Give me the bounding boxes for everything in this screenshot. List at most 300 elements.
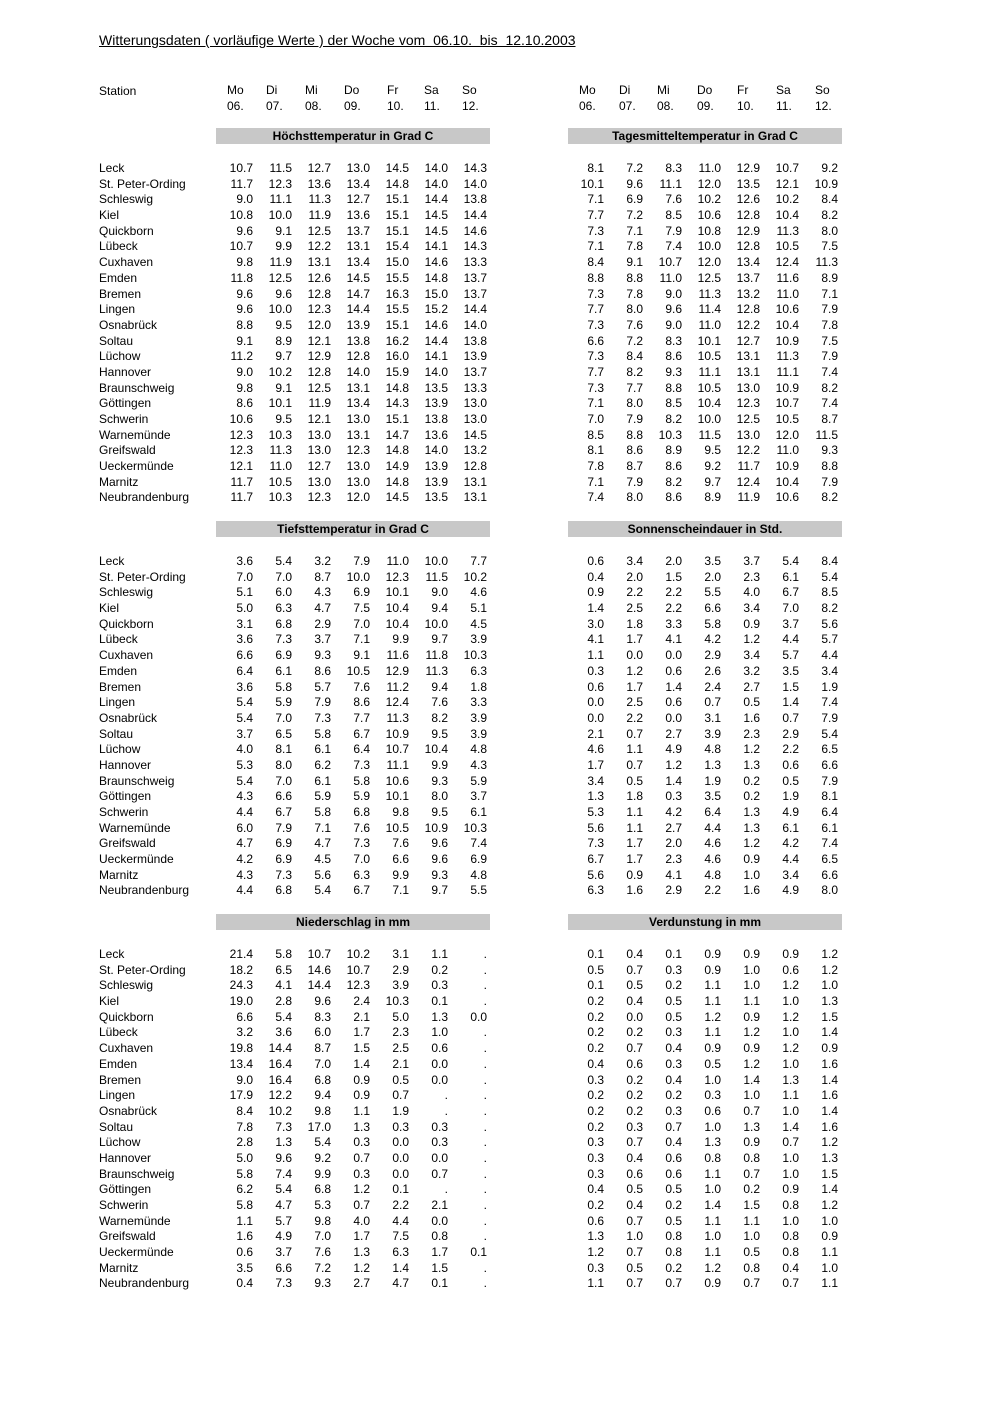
value-cell: 5.4 xyxy=(821,726,838,741)
value-cell: 12.6 xyxy=(736,192,760,207)
station-name: Bremen xyxy=(99,679,142,694)
value-cell: 2.7 xyxy=(353,1276,370,1291)
value-cell: 0.6 xyxy=(782,962,799,977)
value-cell: 4.8 xyxy=(470,867,487,882)
value-cell: 14.0 xyxy=(424,443,448,458)
value-cell: 11.1 xyxy=(776,364,799,379)
value-cell: 10.9 xyxy=(775,459,799,474)
value-cell: . xyxy=(444,1182,448,1197)
value-cell: 0.3 xyxy=(587,1166,604,1181)
value-cell: 12.3 xyxy=(229,427,253,442)
value-cell: 6.9 xyxy=(353,585,370,600)
section-band-tiefst: Tiefsttemperatur in Grad C xyxy=(216,521,490,537)
value-cell: 9.8 xyxy=(314,1213,331,1228)
station-name: Schleswig xyxy=(99,978,154,993)
value-cell: 1.6 xyxy=(821,1056,838,1071)
value-cell: 5.6 xyxy=(587,867,604,882)
value-cell: 5.7 xyxy=(275,1213,292,1228)
value-cell: . xyxy=(444,1088,448,1103)
station-name: Leck xyxy=(99,554,125,568)
value-cell: 0.7 xyxy=(392,1088,409,1103)
value-cell: 15.5 xyxy=(385,302,409,317)
station-name: Greifswald xyxy=(99,1229,156,1244)
value-cell: 5.7 xyxy=(314,679,331,694)
value-cell: 7.4 xyxy=(821,836,838,851)
value-cell: 1.2 xyxy=(665,757,682,772)
value-cell: 10.0 xyxy=(697,412,721,426)
value-cell: 12.8 xyxy=(736,239,760,254)
value-cell: 0.2 xyxy=(665,1198,682,1212)
value-cell: 6.3 xyxy=(275,601,292,616)
value-cell: 3.6 xyxy=(236,679,253,694)
value-cell: 13.0 xyxy=(346,161,370,175)
value-cell: 13.4 xyxy=(346,176,370,191)
value-cell: 7.9 xyxy=(275,820,292,835)
value-cell: 15.4 xyxy=(385,239,409,254)
value-cell: 0.9 xyxy=(782,1182,799,1197)
value-cell: 0.9 xyxy=(782,947,799,961)
value-cell: 0.7 xyxy=(626,1135,643,1150)
value-cell: 8.8 xyxy=(626,427,643,442)
station-name: Hannover xyxy=(99,364,152,379)
value-cell: 9.4 xyxy=(431,679,448,694)
value-cell: 0.3 xyxy=(353,1135,370,1150)
value-cell: 10.3 xyxy=(268,427,292,442)
value-cell: 6.7 xyxy=(587,852,604,867)
value-cell: 9.3 xyxy=(821,443,838,458)
value-cell: 1.2 xyxy=(626,663,643,678)
value-cell: 0.6 xyxy=(665,1166,682,1181)
value-cell: 0.9 xyxy=(704,947,721,961)
value-cell: 1.4 xyxy=(782,1119,799,1134)
value-cell: 8.0 xyxy=(626,396,643,411)
value-cell: 12.3 xyxy=(346,978,370,993)
value-cell: 0.9 xyxy=(743,947,760,961)
value-cell: 13.4 xyxy=(346,255,370,270)
station-name: Braunschweig xyxy=(99,773,175,788)
value-cell: 13.4 xyxy=(346,396,370,411)
value-cell: 13.7 xyxy=(463,286,487,301)
value-cell: 3.9 xyxy=(470,632,487,647)
value-cell: 11.9 xyxy=(308,208,331,223)
value-cell: 8.5 xyxy=(821,585,838,600)
value-cell: 4.8 xyxy=(704,742,721,757)
value-cell: 5.6 xyxy=(314,867,331,882)
value-cell: 13.1 xyxy=(346,239,370,254)
value-cell: 6.7 xyxy=(275,805,292,819)
value-cell: 12.0 xyxy=(307,317,331,332)
value-cell: 13.0 xyxy=(346,412,370,426)
value-cell: 3.9 xyxy=(470,710,487,725)
value-cell: 10.5 xyxy=(775,412,799,426)
value-cell: 8.5 xyxy=(587,427,604,442)
value-cell: 6.6 xyxy=(275,1260,292,1275)
station-name: Emden xyxy=(99,270,138,285)
value-cell: 8.4 xyxy=(236,1103,253,1118)
value-cell: 7.1 xyxy=(353,632,370,647)
value-cell: 0.6 xyxy=(704,1103,721,1118)
value-cell: 10.0 xyxy=(424,554,448,568)
value-cell: 9.6 xyxy=(626,176,643,191)
value-cell: 13.6 xyxy=(424,427,448,442)
value-cell: 0.3 xyxy=(431,978,448,993)
value-cell: 10.4 xyxy=(697,396,721,411)
value-cell: 4.6 xyxy=(587,742,604,757)
day-header-0: Mo 06. xyxy=(227,83,244,113)
value-cell: 7.3 xyxy=(353,836,370,851)
value-cell: 0.4 xyxy=(626,1150,643,1165)
value-cell: 15.0 xyxy=(424,286,448,301)
value-cell: 8.4 xyxy=(587,255,604,270)
value-cell: 7.2 xyxy=(626,161,643,175)
value-cell: . xyxy=(483,1166,487,1181)
station-name: Soltau xyxy=(99,726,134,741)
value-cell: 8.0 xyxy=(821,883,838,898)
value-cell: 0.3 xyxy=(353,1166,370,1181)
station-name: Göttingen xyxy=(99,1182,152,1197)
value-cell: 11.0 xyxy=(659,270,682,285)
value-cell: 12.6 xyxy=(307,270,331,285)
value-cell: 1.1 xyxy=(821,1276,838,1291)
value-cell: 7.9 xyxy=(353,554,370,568)
value-cell: 9.4 xyxy=(314,1088,331,1103)
value-cell: 2.0 xyxy=(665,836,682,851)
value-cell: . xyxy=(483,947,487,961)
value-cell: 9.9 xyxy=(392,867,409,882)
value-cell: 10.7 xyxy=(307,947,331,961)
value-cell: 11.8 xyxy=(230,270,253,285)
value-cell: 10.2 xyxy=(268,364,292,379)
value-cell: 9.4 xyxy=(431,601,448,616)
value-cell: 7.7 xyxy=(470,554,487,568)
value-cell: 0.3 xyxy=(587,1135,604,1150)
value-cell: 9.5 xyxy=(275,317,292,332)
value-cell: 7.4 xyxy=(275,1166,292,1181)
value-cell: 0.4 xyxy=(665,1072,682,1087)
station-name: Marnitz xyxy=(99,867,139,882)
value-cell: 11.5 xyxy=(815,427,838,442)
value-cell: 3.5 xyxy=(704,789,721,804)
value-cell: 3.4 xyxy=(587,773,604,788)
value-cell: 0.2 xyxy=(743,1182,760,1197)
value-cell: 6.5 xyxy=(275,726,292,741)
value-cell: 7.1 xyxy=(587,192,604,207)
value-cell: 0.3 xyxy=(587,663,604,678)
value-cell: 4.4 xyxy=(704,820,721,835)
value-cell: 1.1 xyxy=(782,1088,799,1103)
value-cell: 14.6 xyxy=(307,962,331,977)
value-cell: 0.3 xyxy=(665,962,682,977)
value-cell: 6.3 xyxy=(353,867,370,882)
value-cell: 3.7 xyxy=(782,616,799,631)
value-cell: 1.1 xyxy=(704,1213,721,1228)
station-name: Kiel xyxy=(99,994,120,1009)
value-cell: 7.4 xyxy=(665,239,682,254)
value-cell: 10.7 xyxy=(775,396,799,411)
value-cell: 1.6 xyxy=(626,883,643,898)
value-cell: 14.3 xyxy=(463,239,487,254)
value-cell: . xyxy=(483,1182,487,1197)
value-cell: 7.3 xyxy=(314,710,331,725)
value-cell: 2.2 xyxy=(626,710,643,725)
day-header-6: So 12. xyxy=(815,83,832,113)
value-cell: 5.8 xyxy=(275,947,292,961)
value-cell: 8.9 xyxy=(665,443,682,458)
value-cell: 7.0 xyxy=(314,1229,331,1244)
value-cell: 0.9 xyxy=(704,1276,721,1291)
value-cell: 7.9 xyxy=(821,302,838,317)
section-band-sonne: Sonnenscheindauer in Std. xyxy=(568,521,842,537)
value-cell: 9.5 xyxy=(275,412,292,426)
value-cell: 0.6 xyxy=(665,1150,682,1165)
value-cell: 9.5 xyxy=(431,805,448,819)
value-cell: 1.7 xyxy=(626,632,643,647)
value-cell: 1.1 xyxy=(626,742,643,757)
value-cell: 10.6 xyxy=(697,208,721,223)
value-cell: 13.1 xyxy=(307,255,331,270)
value-cell: 10.6 xyxy=(229,412,253,426)
value-cell: 0.3 xyxy=(431,1119,448,1134)
value-cell: 6.6 xyxy=(704,601,721,616)
value-cell: . xyxy=(483,1150,487,1165)
value-cell: 4.4 xyxy=(821,648,838,663)
station-name: Bremen xyxy=(99,286,142,301)
value-cell: 14.8 xyxy=(385,380,409,395)
value-cell: 10.2 xyxy=(775,192,799,207)
day-header-3: Do 09. xyxy=(344,83,361,113)
value-cell: 12.1 xyxy=(307,333,331,348)
value-cell: 10.7 xyxy=(229,239,253,254)
value-cell: 11.3 xyxy=(776,223,799,238)
value-cell: . xyxy=(483,962,487,977)
value-cell: 14.5 xyxy=(463,427,487,442)
value-cell: 1.0 xyxy=(626,1229,643,1244)
value-cell: 1.4 xyxy=(821,1025,838,1040)
value-cell: 4.1 xyxy=(587,632,604,647)
station-name: Lingen xyxy=(99,695,136,710)
value-cell: 10.4 xyxy=(775,208,799,223)
value-cell: 5.4 xyxy=(275,1009,292,1024)
value-cell: 0.8 xyxy=(743,1150,760,1165)
value-cell: 8.2 xyxy=(431,710,448,725)
value-cell: 1.0 xyxy=(704,1119,721,1134)
value-cell: 5.0 xyxy=(392,1009,409,1024)
value-cell: 6.7 xyxy=(353,883,370,898)
day-header-2: Mi 08. xyxy=(305,83,322,113)
value-cell: 3.1 xyxy=(236,616,253,631)
value-cell: 6.6 xyxy=(236,1009,253,1024)
value-cell: 11.3 xyxy=(425,663,448,678)
value-cell: 0.6 xyxy=(665,695,682,710)
value-cell: 7.5 xyxy=(392,1229,409,1244)
station-name: Osnabrück xyxy=(99,710,158,725)
value-cell: 5.3 xyxy=(587,805,604,819)
value-cell: 4.8 xyxy=(704,867,721,882)
value-cell: 10.1 xyxy=(580,176,604,191)
station-name: Bremen xyxy=(99,1072,142,1087)
value-cell: 2.8 xyxy=(236,1135,253,1150)
value-cell: 0.1 xyxy=(587,947,604,961)
value-cell: 7.1 xyxy=(626,223,643,238)
value-cell: 13.9 xyxy=(346,317,370,332)
value-cell: 7.2 xyxy=(626,333,643,348)
value-cell: 6.9 xyxy=(275,852,292,867)
value-cell: 9.9 xyxy=(314,1166,331,1181)
value-cell: 0.2 xyxy=(587,1198,604,1212)
value-cell: 2.3 xyxy=(665,852,682,867)
section-band-verdunst: Verdunstung in mm xyxy=(568,914,842,930)
value-cell: 3.2 xyxy=(236,1025,253,1040)
day-header-0: Mo 06. xyxy=(579,83,596,113)
value-cell: 14.5 xyxy=(385,161,409,175)
value-cell: 0.8 xyxy=(782,1229,799,1244)
value-cell: 4.7 xyxy=(314,601,331,616)
value-cell: 7.9 xyxy=(821,349,838,364)
value-cell: 12.8 xyxy=(736,208,760,223)
value-cell: 5.0 xyxy=(236,1150,253,1165)
value-cell: 1.3 xyxy=(275,1135,292,1150)
value-cell: 5.8 xyxy=(353,773,370,788)
value-cell: 4.6 xyxy=(704,852,721,867)
value-cell: 10.3 xyxy=(268,490,292,505)
value-cell: 7.1 xyxy=(587,396,604,411)
value-cell: 11.1 xyxy=(659,176,682,191)
value-cell: 1.3 xyxy=(782,1072,799,1087)
value-cell: 10.7 xyxy=(385,742,409,757)
value-cell: 10.9 xyxy=(775,333,799,348)
station-name: Leck xyxy=(99,947,125,961)
value-cell: 12.5 xyxy=(736,412,760,426)
value-cell: 0.2 xyxy=(587,1119,604,1134)
value-cell: 0.9 xyxy=(743,1041,760,1056)
value-cell: 9.0 xyxy=(665,317,682,332)
value-cell: 8.5 xyxy=(665,208,682,223)
value-cell: 14.4 xyxy=(346,302,370,317)
value-cell: 1.5 xyxy=(353,1041,370,1056)
value-cell: 5.8 xyxy=(314,805,331,819)
value-cell: 1.7 xyxy=(353,1025,370,1040)
value-cell: 1.1 xyxy=(704,978,721,993)
value-cell: 1.6 xyxy=(743,710,760,725)
value-cell: 1.4 xyxy=(587,601,604,616)
value-cell: 0.7 xyxy=(743,1276,760,1291)
value-cell: 2.2 xyxy=(665,585,682,600)
value-cell: 13.1 xyxy=(346,427,370,442)
value-cell: 11.0 xyxy=(698,161,721,175)
value-cell: 13.6 xyxy=(307,176,331,191)
station-name: Göttingen xyxy=(99,789,152,804)
value-cell: 8.2 xyxy=(821,208,838,223)
value-cell: 0.4 xyxy=(626,947,643,961)
value-cell: 7.9 xyxy=(626,474,643,489)
value-cell: 5.9 xyxy=(275,695,292,710)
value-cell: 7.0 xyxy=(782,601,799,616)
value-cell: 14.1 xyxy=(424,239,448,254)
value-cell: 7.0 xyxy=(236,569,253,584)
value-cell: 9.0 xyxy=(665,286,682,301)
value-cell: 8.7 xyxy=(626,459,643,474)
value-cell: . xyxy=(483,1056,487,1071)
value-cell: 4.4 xyxy=(392,1213,409,1228)
value-cell: 0.3 xyxy=(587,1072,604,1087)
value-cell: . xyxy=(483,1276,487,1291)
value-cell: 6.6 xyxy=(275,789,292,804)
value-cell: 0.1 xyxy=(470,1245,487,1260)
value-cell: 3.9 xyxy=(470,726,487,741)
value-cell: 0.0 xyxy=(626,648,643,663)
value-cell: 0.3 xyxy=(626,1119,643,1134)
station-name: Neubrandenburg xyxy=(99,490,190,505)
value-cell: 4.6 xyxy=(470,585,487,600)
value-cell: 0.7 xyxy=(782,710,799,725)
value-cell: 1.2 xyxy=(704,1260,721,1275)
value-cell: 1.3 xyxy=(431,1009,448,1024)
value-cell: 0.7 xyxy=(626,1245,643,1260)
value-cell: 5.4 xyxy=(821,569,838,584)
value-cell: 6.3 xyxy=(470,663,487,678)
value-cell: 16.4 xyxy=(268,1056,292,1071)
value-cell: 1.6 xyxy=(821,1088,838,1103)
value-cell: 5.8 xyxy=(704,616,721,631)
value-cell: 7.9 xyxy=(314,695,331,710)
station-name: Neubrandenburg xyxy=(99,1276,190,1291)
value-cell: 1.4 xyxy=(821,1182,838,1197)
value-cell: 1.1 xyxy=(353,1103,370,1118)
value-cell: 6.9 xyxy=(275,648,292,663)
value-cell: 1.2 xyxy=(782,978,799,993)
value-cell: 11.2 xyxy=(386,679,409,694)
value-cell: 1.1 xyxy=(821,1245,838,1260)
value-cell: 3.6 xyxy=(275,1025,292,1040)
value-cell: 12.8 xyxy=(307,364,331,379)
value-cell: 12.5 xyxy=(268,270,292,285)
value-cell: 2.5 xyxy=(626,695,643,710)
value-cell: 12.3 xyxy=(346,443,370,458)
value-cell: 0.5 xyxy=(782,773,799,788)
value-cell: 5.0 xyxy=(236,601,253,616)
value-cell: 9.2 xyxy=(704,459,721,474)
value-cell: 14.3 xyxy=(463,161,487,175)
value-cell: 6.1 xyxy=(314,742,331,757)
value-cell: 7.5 xyxy=(353,601,370,616)
value-cell: 0.8 xyxy=(782,1245,799,1260)
value-cell: 4.4 xyxy=(782,632,799,647)
value-cell: 6.6 xyxy=(236,648,253,663)
station-name: Greifswald xyxy=(99,443,156,458)
value-cell: 2.3 xyxy=(743,726,760,741)
value-cell: 0.0 xyxy=(665,710,682,725)
value-cell: 6.3 xyxy=(392,1245,409,1260)
value-cell: 17.9 xyxy=(229,1088,253,1103)
value-cell: 11.0 xyxy=(386,554,409,568)
value-cell: 14.0 xyxy=(346,364,370,379)
value-cell: 3.9 xyxy=(392,978,409,993)
value-cell: 8.3 xyxy=(314,1009,331,1024)
value-cell: . xyxy=(483,1041,487,1056)
value-cell: 10.2 xyxy=(268,1103,292,1118)
value-cell: 10.1 xyxy=(385,789,409,804)
value-cell: 9.7 xyxy=(275,349,292,364)
value-cell: 9.9 xyxy=(275,239,292,254)
value-cell: 10.9 xyxy=(385,726,409,741)
value-cell: 0.2 xyxy=(587,994,604,1009)
value-cell: 6.8 xyxy=(353,805,370,819)
value-cell: 8.9 xyxy=(275,333,292,348)
value-cell: 13.0 xyxy=(346,474,370,489)
value-cell: 2.0 xyxy=(626,569,643,584)
value-cell: 0.0 xyxy=(431,1056,448,1071)
value-cell: 9.6 xyxy=(275,1150,292,1165)
